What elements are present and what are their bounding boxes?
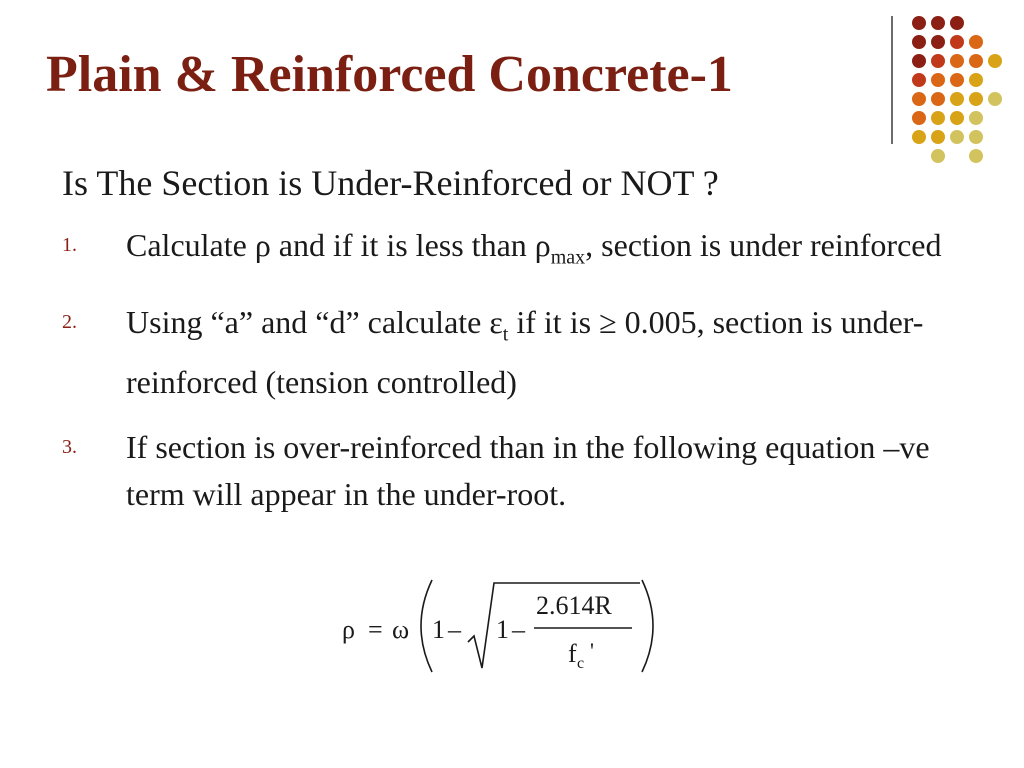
dot: [912, 54, 926, 68]
equation-one-inner: 1: [496, 615, 509, 644]
intro-question: Is The Section is Under-Reinforced or NOT ?: [62, 163, 719, 203]
equation-one-outer: 1: [432, 615, 445, 644]
dot: [931, 73, 945, 87]
epsilon-t-subscript: t: [502, 323, 509, 346]
dot: [912, 130, 926, 144]
equation-svg: [328, 574, 668, 678]
list-item: [62, 222, 962, 281]
equation-rho: ρ: [342, 615, 355, 644]
dot: [912, 111, 926, 125]
slide-title: Plain & Reinforced Concrete-1: [46, 46, 733, 103]
dot: [969, 73, 983, 87]
list-item-text-part: if it is ≥ 0.005, section is under-reinforced (tension controlled): [126, 304, 924, 400]
dot: [988, 92, 1002, 106]
list-item: [62, 299, 962, 405]
list-item-text: [126, 299, 962, 405]
fraction-denominator-c: c: [577, 655, 585, 672]
dot: [912, 92, 926, 106]
list-item-text: If section is over-reinforced than in the following equation –ve term will appear in the under-root.: [126, 428, 930, 512]
dot: [950, 111, 964, 125]
list-item-number: 3.: [62, 435, 77, 458]
dot: [950, 92, 964, 106]
dot: [950, 73, 964, 87]
dot: [931, 111, 945, 125]
list-item-text-part: , section is under reinforced: [585, 227, 942, 263]
dot: [969, 54, 983, 68]
dot: [969, 35, 983, 49]
dot: [988, 54, 1002, 68]
numbered-list: [62, 222, 962, 536]
list-item-number: 2.: [62, 311, 77, 334]
fraction-numerator: 2.614R: [536, 591, 612, 620]
rho-equation: [328, 574, 668, 683]
list-item-text-part: Calculate ρ and if it is less than ρ: [126, 227, 551, 263]
list-item-text-part: Using “a” and “d” calculate ε: [126, 304, 503, 341]
dot: [969, 130, 983, 144]
dot: [931, 92, 945, 106]
right-paren: [642, 580, 653, 672]
dot: [969, 149, 983, 163]
equation-minus-outer: –: [448, 615, 461, 644]
fraction-denominator-f: f: [568, 639, 577, 668]
rho-max-subscript: max: [550, 246, 586, 269]
dot: [931, 16, 945, 30]
list-item: [62, 424, 962, 518]
dot: [912, 73, 926, 87]
equation-equals: =: [368, 615, 383, 644]
equation-minus-inner: –: [512, 615, 525, 644]
list-item-text: [126, 222, 962, 281]
dot: [950, 130, 964, 144]
dot: [912, 35, 926, 49]
fraction-denominator-prime: ': [590, 638, 594, 663]
dot: [969, 92, 983, 106]
dot: [950, 54, 964, 68]
decorative-divider-line: [891, 16, 893, 144]
list-item-number: 1.: [62, 234, 77, 256]
dot: [950, 16, 964, 30]
dot: [931, 35, 945, 49]
dot: [950, 35, 964, 49]
dot: [931, 130, 945, 144]
dot: [931, 149, 945, 163]
left-paren: [421, 580, 432, 672]
dot: [969, 111, 983, 125]
dot: [912, 16, 926, 30]
dot: [931, 54, 945, 68]
equation-omega: ω: [392, 615, 410, 644]
